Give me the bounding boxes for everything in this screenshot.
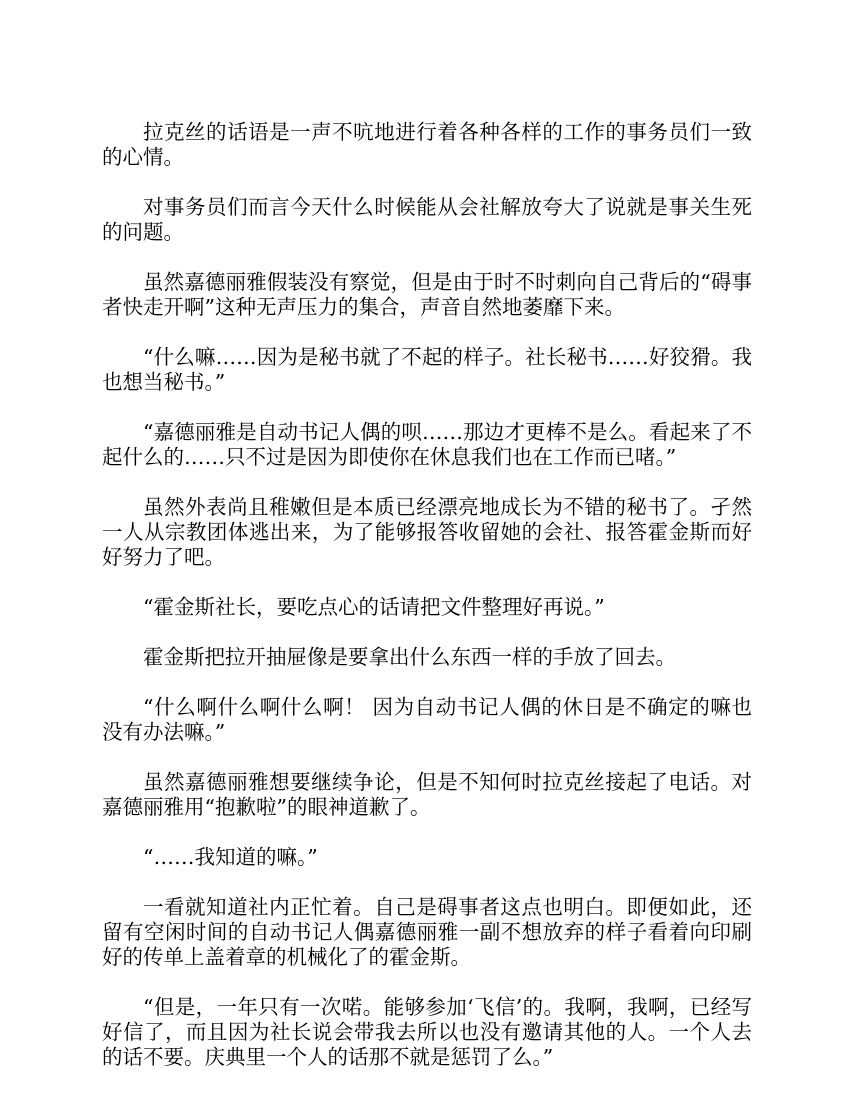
paragraph: 一看就知道社内正忙着。自己是碍事者这点也明白。即便如此，还留有空闲时间的自动书记人偶嘉德丽雅一副不想放弃的样子看着向印刷好的传单上盖着章的机械化了的霍金斯。 xyxy=(102,895,752,969)
paragraph: “什么嘛……因为是秘书就了不起的样子。社长秘书……好狡猾。我也想当秘书。” xyxy=(102,345,752,394)
paragraph: 虽然嘉德丽雅假装没有察觉，但是由于时不时刺向自己背后的“碍事者快走开啊”这种无声压力的集合，声音自然地萎靡下来。 xyxy=(102,270,752,319)
paragraph: “……我知道的嘛。” xyxy=(143,845,318,869)
paragraph: 霍金斯把拉开抽屉像是要拿出什么东西一样的手放了回去。 xyxy=(143,645,676,669)
paragraph: “什么啊什么啊什么啊！ 因为自动书记人偶的休日是不确定的嘛也没有办法嘛。” xyxy=(102,695,752,744)
paragraph: 拉克丝的话语是一声不吭地进行着各种各样的工作的事务员们一致的心情。 xyxy=(102,120,752,169)
paragraph: 虽然外表尚且稚嫩但是本质已经漂亮地成长为不错的秘书了。孑然一人从宗教团体逃出来，为了能够报答收留她的会社、报答霍金斯而好好努力了吧。 xyxy=(102,495,752,569)
paragraph: 对事务员们而言今天什么时候能从会社解放夸大了说就是事关生死的问题。 xyxy=(102,195,752,244)
paragraph: “霍金斯社长，要吃点心的话请把文件整理好再说。” xyxy=(143,595,605,619)
document-page xyxy=(102,120,752,1095)
paragraph: “但是，一年只有一次喏。能够参加‘飞信’的。我啊，我啊，已经写好信了，而且因为社长说会带我去所以也没有邀请其他的人。一个人去的话不要。庆典里一个人的话那不就是惩罚了么。” xyxy=(102,995,752,1069)
paragraph: 虽然嘉德丽雅想要继续争论，但是不知何时拉克丝接起了电话。对嘉德丽雅用“抱歉啦”的眼神道歉了。 xyxy=(102,770,752,819)
paragraph: “嘉德丽雅是自动书记人偶的呗……那边才更棒不是么。看起来了不起什么的……只不过是因为即使你在休息我们也在工作而已啫。” xyxy=(102,420,752,469)
